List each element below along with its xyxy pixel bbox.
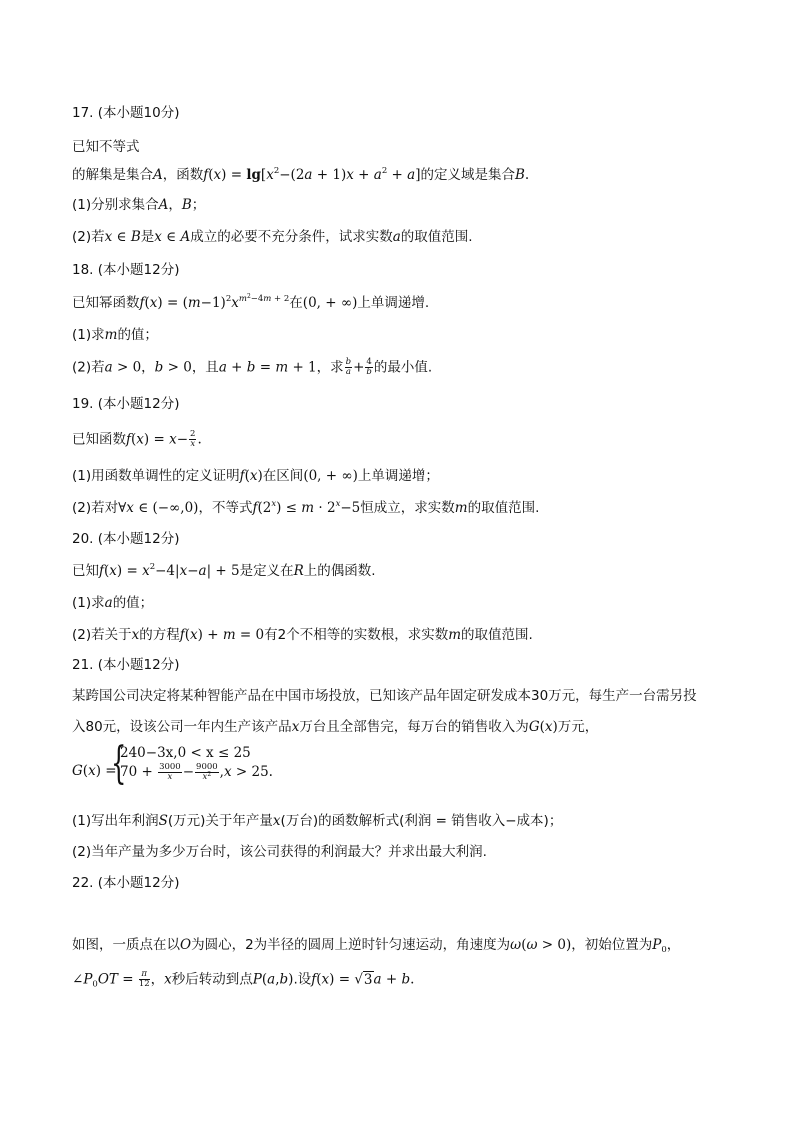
q20-heading: 20. (本小题12分) [72,531,180,547]
q19-heading: 19. (本小题12分) [72,396,180,412]
q18-line1: 已知幂函数$f(x) = (m-1)^2x^{m^2-4m + 2}$在(0, + ∞)上单调递增. [72,293,430,311]
q17-heading: 17. (本小题10分) [72,105,180,121]
q22-line1: 如图，一质点在以O为圆心，2为半径的圆周上逆时针匀速运动，角速度为ω(ω > 0)，初始位置为$P_0$， [72,937,681,955]
q17-intro: 已知不等式 [72,139,140,155]
q19-part1: (1)用函数单调性的定义证明f(x)在区间(0, + ∞)上单调递增； [72,468,439,484]
q21-part2: (2)当年产量为多少万台时，该公司获得的利润最大？并求出最大利润. [72,844,487,860]
q20-part2: (2)若关于x的方程f(x) + m = 0有2个不相等的实数根，求实数m的取值范围. [72,627,533,643]
q21-heading: 21. (本小题12分) [72,657,180,673]
q19-line1: 已知函数f(x) = x− $\frac{2}{x}$ . [72,429,202,449]
q17-part2: (2)若x ∈ B是x ∈ A成立的必要不充分条件，试求实数a的取值范围. [72,229,473,245]
q17-line2: 的解集是集合A，函数$f(x) = \lg[x^2-(2a + 1)x + a^2 + a]$的定义域是集合B. [72,166,530,183]
q20-part1: (1)求a的值； [72,595,154,611]
q22-heading: 22. (本小题12分) [72,875,180,891]
q18-part1: (1)求m的值； [72,327,158,343]
q18-part2: (2)若a > 0，b > 0，且a + b = m + 1，求 $\frac{b}{a}$ + $\frac{4}{b}$ 的最小值. [72,357,433,377]
q20-line1: 已知$f(x) = x^2-4|x-a| + 5$是定义在R上的偶函数. [72,562,376,579]
q21-line1: 某跨国公司决定将某种智能产品在中国市场投放，已知该产品年固定研发成本30万元，每生产一台需另投 [72,688,697,704]
q21-case2: 70 + $\frac{3000}{x}$ − $\frac{9000}{x^2}$ ,x > 25. [120,762,273,782]
q21-brace: { [111,738,127,789]
q21-line2: 入80元，设该公司一年内生产该产品x万台且全部售完，每万台的销售收入为G(x)万元， [72,719,599,735]
q17-part1: (1)分别求集合A，B； [72,197,206,213]
q21-g-label: G(x) = [72,763,117,779]
q21-case1: 240−3x,0 < x ≤ 25 [120,745,251,761]
q19-part2: (2)若对∀x ∈ (−∞,0)，不等式$f(2^x) \le m \cdot 2^x-5$恒成立，求实数m的取值范围. [72,499,540,516]
q22-line2: $\angle P_0OT$ = $\frac{\pi}{12}$ ，x秒后转动到点P(a,b).设f(x) = √3a + b. [72,969,415,990]
q18-heading: 18. (本小题12分) [72,262,180,278]
q21-part1: (1)写出年利润S(万元)关于年产量x(万台)的函数解析式(利润 = 销售收入−成本)； [72,813,563,829]
